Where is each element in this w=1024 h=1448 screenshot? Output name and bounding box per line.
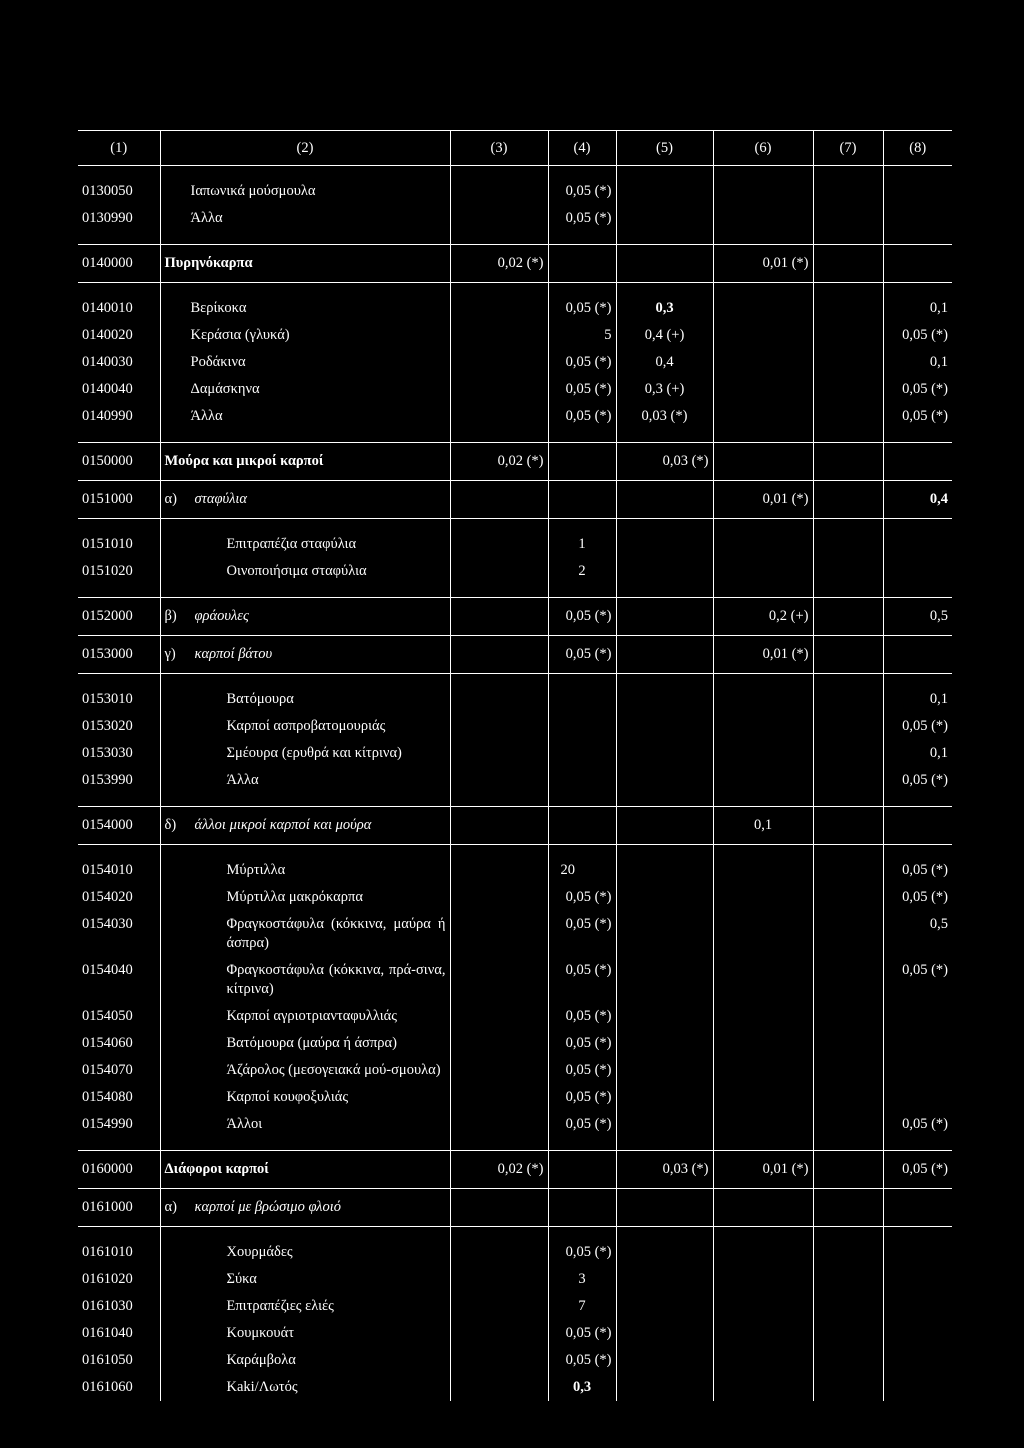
row-product-name: Μύρτιλλα bbox=[160, 857, 450, 884]
row-value-col-8: 0,05 (*) bbox=[883, 322, 952, 349]
row-code: 0161000 bbox=[78, 1189, 160, 1227]
row-product-name: Άλλοι bbox=[160, 1111, 450, 1138]
row-value-col-8: 0,5 bbox=[883, 598, 952, 636]
row-product-name: Φραγκοστάφυλα (κόκκινα, μαύρα ή άσπρα) bbox=[160, 911, 450, 957]
row-product-name-text: φράουλες bbox=[194, 608, 249, 624]
row-code: 0160000 bbox=[78, 1151, 160, 1189]
row-code: 0161060 bbox=[82, 1379, 133, 1395]
row-value-col-8: 0,1 bbox=[883, 349, 952, 376]
table-row bbox=[78, 857, 952, 884]
row-label: α) bbox=[164, 491, 177, 507]
row-product-name bbox=[160, 481, 450, 519]
table-row-group bbox=[78, 1151, 952, 1189]
row-value-col-4: 0,05 (*) bbox=[548, 1239, 616, 1266]
table-row bbox=[78, 1293, 952, 1320]
row-value-col-8: 0,5 bbox=[883, 911, 952, 957]
table-row bbox=[78, 686, 952, 713]
row-code: 0161040 bbox=[82, 1325, 133, 1341]
table-row bbox=[78, 349, 952, 376]
table-row bbox=[78, 767, 952, 794]
row-code: 0151010 bbox=[82, 536, 133, 552]
row-value-col-5: 0,3 bbox=[616, 295, 713, 322]
row-value-col-4: 0,05 (*) bbox=[548, 636, 616, 674]
row-product-name: Χουρμάδες bbox=[160, 1239, 450, 1266]
row-code: 0154010 bbox=[82, 862, 133, 878]
row-product-name: Άζάρολος (μεσογειακά μού-σμουλα) bbox=[160, 1057, 450, 1084]
row-code: 0151020 bbox=[82, 563, 133, 579]
table-row bbox=[78, 295, 952, 322]
table-row-subgroup bbox=[78, 481, 952, 519]
row-product-name: Ιαπωνικά μούσμουλα bbox=[160, 178, 450, 205]
row-label: γ) bbox=[164, 646, 176, 662]
table-row bbox=[78, 1030, 952, 1057]
row-value-col-8: 0,1 bbox=[883, 295, 952, 322]
row-value-col-8: 0,05 (*) bbox=[883, 957, 952, 1003]
row-code: 0140010 bbox=[82, 300, 133, 316]
row-code: 0130050 bbox=[82, 183, 133, 199]
row-product-name: Βατόμουρα (μαύρα ή άσπρα) bbox=[160, 1030, 450, 1057]
row-code: 0154030 bbox=[82, 916, 133, 932]
row-value-col-4: 5 bbox=[548, 322, 616, 349]
table-row-subgroup bbox=[78, 598, 952, 636]
table-row-group bbox=[78, 443, 952, 481]
row-product-name: Μούρα και μικροί καρποί bbox=[160, 443, 450, 481]
row-label: α) bbox=[164, 1199, 177, 1215]
row-code: 0161050 bbox=[82, 1352, 133, 1368]
row-code: 0140030 bbox=[82, 354, 133, 370]
row-value-col-4: 0,05 (*) bbox=[548, 1084, 616, 1111]
table-row bbox=[78, 884, 952, 911]
row-product-name: Διάφοροι καρποί bbox=[160, 1151, 450, 1189]
row-value-col-4: 0,05 (*) bbox=[548, 295, 616, 322]
table-row bbox=[78, 1084, 952, 1111]
row-value-col-4: 0,05 (*) bbox=[548, 376, 616, 403]
table-row bbox=[78, 531, 952, 558]
row-product-name-text: άλλοι μικροί καρποί και μούρα bbox=[194, 817, 372, 833]
row-value-col-4: 0,05 (*) bbox=[548, 1320, 616, 1347]
row-value-col-8: 0,05 (*) bbox=[883, 376, 952, 403]
row-code: 0154040 bbox=[82, 962, 133, 978]
row-product-name: Δαμάσκηνα bbox=[160, 376, 450, 403]
row-value-col-8: 0,05 (*) bbox=[883, 884, 952, 911]
row-value-col-8: 0,05 (*) bbox=[883, 857, 952, 884]
row-code: 0153000 bbox=[78, 636, 160, 674]
row-product-name bbox=[160, 636, 450, 674]
header-col-7: (7) bbox=[813, 131, 883, 166]
row-value-col-6: 0,01 (*) bbox=[713, 636, 813, 674]
row-value-col-8: 0,05 (*) bbox=[883, 1151, 952, 1189]
row-product-name: Σμέουρα (ερυθρά και κίτρινα) bbox=[160, 740, 450, 767]
row-product-name: Βατόμουρα bbox=[160, 686, 450, 713]
table-row-subgroup bbox=[78, 1189, 952, 1227]
row-code: 0140990 bbox=[82, 408, 133, 424]
row-label: β) bbox=[164, 608, 177, 624]
row-value-col-4: 0,05 (*) bbox=[548, 1057, 616, 1084]
row-value-col-4: 0,05 (*) bbox=[548, 911, 616, 957]
row-product-name bbox=[160, 598, 450, 636]
row-code: 0150000 bbox=[78, 443, 160, 481]
table-row bbox=[78, 376, 952, 403]
table-row bbox=[78, 1003, 952, 1030]
row-value-col-4: 0,05 (*) bbox=[548, 1003, 616, 1030]
row-value-col-5: 0,3 (+) bbox=[616, 376, 713, 403]
row-product-name: Οινοποιήσιμα σταφύλια bbox=[160, 558, 450, 585]
row-value-col-5: 0,4 (+) bbox=[616, 322, 713, 349]
row-product-name-text: καρποί με βρώσιμο φλοιό bbox=[194, 1199, 341, 1215]
table-body bbox=[78, 166, 952, 1402]
table-row bbox=[78, 403, 952, 430]
row-value-col-8: 0,05 (*) bbox=[883, 713, 952, 740]
row-value-col-8: 0,1 bbox=[883, 686, 952, 713]
table-row-subgroup bbox=[78, 807, 952, 845]
row-product-name-text: καρποί βάτου bbox=[194, 646, 273, 662]
row-product-name: Κουμκουάτ bbox=[160, 1320, 450, 1347]
row-code: 0161030 bbox=[82, 1298, 133, 1314]
row-product-name: Καρποί ασπροβατομουριάς bbox=[160, 713, 450, 740]
row-product-name: Κεράσια (γλυκά) bbox=[160, 322, 450, 349]
row-value-col-8: 0,1 bbox=[883, 740, 952, 767]
row-product-name-text: σταφύλια bbox=[194, 491, 248, 507]
table-row bbox=[78, 713, 952, 740]
row-value-col-8: 0,05 (*) bbox=[883, 1111, 952, 1138]
row-product-name: Βερίκοκα bbox=[160, 295, 450, 322]
row-code: 0140020 bbox=[82, 327, 133, 343]
row-code: 0153020 bbox=[82, 718, 133, 734]
header-col-5: (5) bbox=[616, 131, 713, 166]
row-value-col-5: 0,03 (*) bbox=[616, 443, 713, 481]
row-value-col-4: 0,3 bbox=[548, 1374, 616, 1401]
row-value-col-6: 0,1 bbox=[713, 807, 813, 845]
row-value-col-5: 0,03 (*) bbox=[616, 1151, 713, 1189]
table-row bbox=[78, 322, 952, 349]
table-row-subgroup bbox=[78, 636, 952, 674]
row-product-name: Επιτραπέζια σταφύλια bbox=[160, 531, 450, 558]
row-code: 0154020 bbox=[82, 889, 133, 905]
row-value-col-8: 0,4 bbox=[883, 481, 952, 519]
row-product-name: Επιτραπέζιες ελιές bbox=[160, 1293, 450, 1320]
row-value-col-3: 0,02 (*) bbox=[450, 1151, 548, 1189]
row-product-name bbox=[160, 807, 450, 845]
row-value-col-5: 0,4 bbox=[616, 349, 713, 376]
row-product-name: Φραγκοστάφυλα (κόκκινα, πρά-σινα, κίτρινα) bbox=[160, 957, 450, 1003]
row-code: 0154080 bbox=[82, 1089, 133, 1105]
row-product-name: Καρποί κουφοξυλιάς bbox=[160, 1084, 450, 1111]
row-value-col-4: 0,05 (*) bbox=[548, 178, 616, 205]
row-product-name bbox=[160, 1189, 450, 1227]
row-value-col-3: 0,02 (*) bbox=[450, 245, 548, 283]
row-value-col-4: 0,05 (*) bbox=[548, 1111, 616, 1138]
row-code: 0153010 bbox=[82, 691, 133, 707]
row-value-col-4: 0,05 (*) bbox=[548, 205, 616, 232]
row-product-name: Άλλα bbox=[160, 403, 450, 430]
table-row bbox=[78, 178, 952, 205]
mrl-table bbox=[78, 130, 952, 1401]
row-value-col-4: 0,05 (*) bbox=[548, 403, 616, 430]
table-row bbox=[78, 1111, 952, 1138]
row-value-col-3: 0,02 (*) bbox=[450, 443, 548, 481]
row-value-col-4: 2 bbox=[548, 558, 616, 585]
row-code: 0152000 bbox=[78, 598, 160, 636]
header-col-6: (6) bbox=[713, 131, 813, 166]
row-value-col-4: 0,05 (*) bbox=[548, 1030, 616, 1057]
table-row bbox=[78, 1347, 952, 1374]
row-product-name: Σύκα bbox=[160, 1266, 450, 1293]
header-col-2: (2) bbox=[160, 131, 450, 166]
row-value-col-4: 1 bbox=[548, 531, 616, 558]
row-code: 0140000 bbox=[78, 245, 160, 283]
table-row bbox=[78, 957, 952, 1003]
row-value-col-4: 0,05 (*) bbox=[548, 884, 616, 911]
header-col-1: (1) bbox=[110, 139, 128, 156]
table-row bbox=[78, 558, 952, 585]
row-code: 0151000 bbox=[78, 481, 160, 519]
table-row bbox=[78, 1057, 952, 1084]
row-value-col-6: 0,01 (*) bbox=[713, 245, 813, 283]
row-code: 0154060 bbox=[82, 1035, 133, 1051]
header-col-4: (4) bbox=[548, 131, 616, 166]
row-value-col-4: 20 bbox=[548, 857, 616, 884]
row-product-name: Άλλα bbox=[160, 205, 450, 232]
header-col-3: (3) bbox=[450, 131, 548, 166]
table-row bbox=[78, 205, 952, 232]
row-product-name: Άλλα bbox=[160, 767, 450, 794]
row-value-col-4: 7 bbox=[548, 1293, 616, 1320]
row-code: 0140040 bbox=[82, 381, 133, 397]
table-row bbox=[78, 911, 952, 957]
row-value-col-4: 0,05 (*) bbox=[548, 349, 616, 376]
row-product-name: Kaki/Λωτός bbox=[160, 1374, 450, 1401]
row-code: 0161010 bbox=[82, 1244, 133, 1260]
row-value-col-8: 0,05 (*) bbox=[883, 767, 952, 794]
table-row bbox=[78, 1320, 952, 1347]
row-code: 0154050 bbox=[82, 1008, 133, 1024]
row-label: δ) bbox=[164, 817, 177, 833]
row-product-name: Καράμβολα bbox=[160, 1347, 450, 1374]
row-value-col-6: 0,01 (*) bbox=[713, 1151, 813, 1189]
row-value-col-4: 0,05 (*) bbox=[548, 1347, 616, 1374]
row-code: 0153990 bbox=[82, 772, 133, 788]
row-code: 0161020 bbox=[82, 1271, 133, 1287]
row-code: 0153030 bbox=[82, 745, 133, 761]
table-row bbox=[78, 740, 952, 767]
row-product-name: Πυρηνόκαρπα bbox=[160, 245, 450, 283]
table-header bbox=[78, 131, 952, 166]
row-value-col-8: 0,05 (*) bbox=[883, 403, 952, 430]
row-value-col-4: 3 bbox=[548, 1266, 616, 1293]
table-row bbox=[78, 1239, 952, 1266]
header-col-8: (8) bbox=[883, 131, 952, 166]
row-value-col-5: 0,03 (*) bbox=[616, 403, 713, 430]
row-value-col-4: 0,05 (*) bbox=[548, 957, 616, 1003]
row-value-col-6: 0,2 (+) bbox=[713, 598, 813, 636]
row-product-name: Μύρτιλλα μακρόκαρπα bbox=[160, 884, 450, 911]
row-code: 0154000 bbox=[78, 807, 160, 845]
row-value-col-6: 0,01 (*) bbox=[713, 481, 813, 519]
table-row bbox=[78, 1266, 952, 1293]
table-row-group bbox=[78, 245, 952, 283]
row-value-col-4: 0,05 (*) bbox=[548, 598, 616, 636]
row-code: 0130990 bbox=[82, 210, 133, 226]
row-product-name: Καρποί αγριοτριανταφυλλιάς bbox=[160, 1003, 450, 1030]
row-product-name: Ροδάκινα bbox=[160, 349, 450, 376]
row-code: 0154990 bbox=[82, 1116, 133, 1132]
row-code: 0154070 bbox=[82, 1062, 133, 1078]
table-row bbox=[78, 1374, 952, 1401]
